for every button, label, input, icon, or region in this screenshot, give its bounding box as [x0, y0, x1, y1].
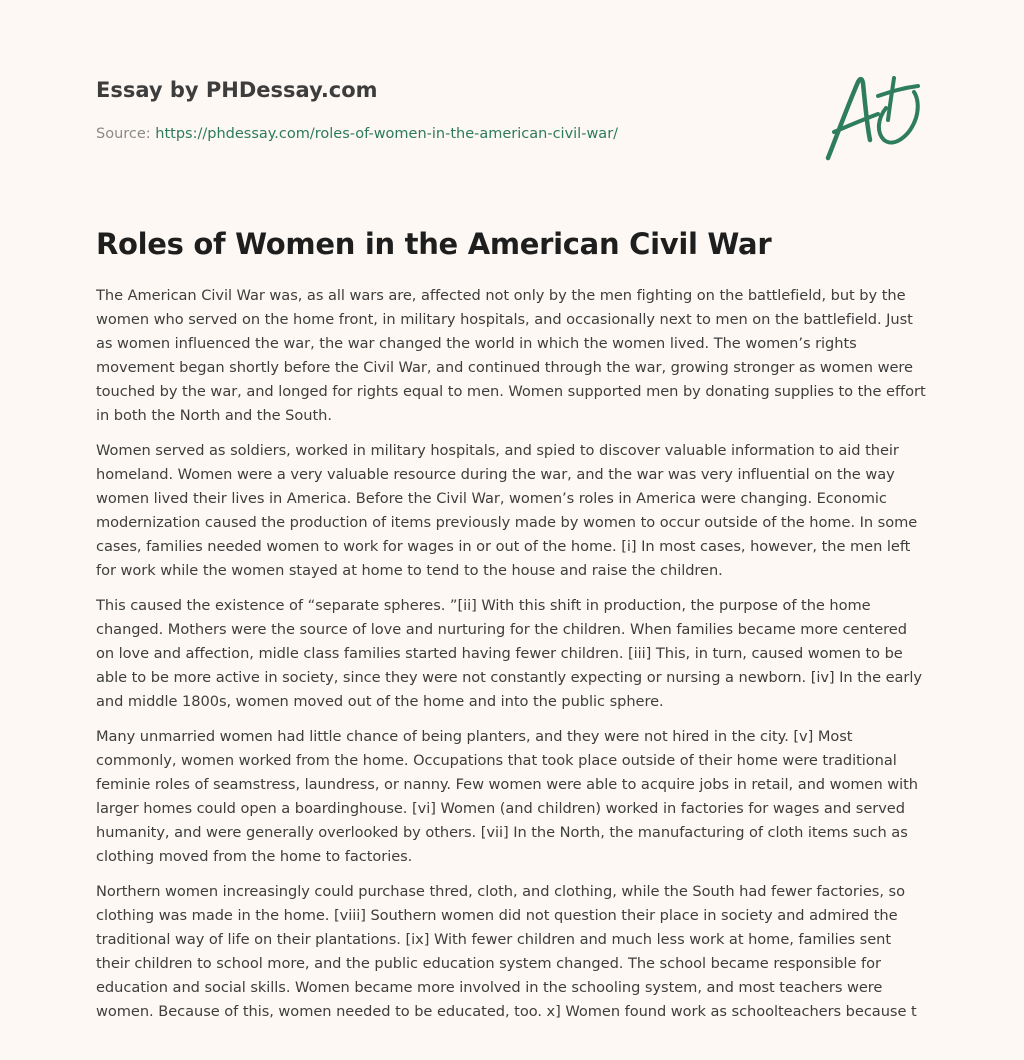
essay-paragraph: This caused the existence of “separate spheres. ”[ii] With this shift in production, the purpose of the home changed. Mothers were the source of love and nurturing for the children. When families became more centered on love and affection, midle class families started having fewer children. [iii] This, in turn, caused women to be able to be more active in society, since they were not constantly expecting or nursing a newborn. [iv] In the early and middle 1800s, women moved out of the home and into the public sphere.: [96, 597, 922, 710]
essay-title: Roles of Women in the American Civil War: [96, 227, 772, 261]
essay-header: [96, 76, 796, 144]
source-label: Source:: [96, 126, 151, 142]
source-link[interactable]: https://phdessay.com/roles-of-women-in-the-american-civil-war/: [155, 126, 619, 142]
essay-paragraph: Many unmarried women had little chance of being planters, and they were not hired in the city. [v] Most commonly, women worked from the home. Occupations that took place outside of their home were traditional feminie roles of seamstress, laundress, or nanny. Few women were able to acquire jobs in retail, and women with larger homes could open a boardinghouse. [vi] Women (and children) worked in factories for wages and served humanity, and were generally overlooked by others. [vii] In the North, the manufacturing of cloth items such as clothing moved from the home to factories.: [96, 728, 919, 865]
essay-paragraph: Women served as soldiers, worked in military hospitals, and spied to discover valuable information to aid their homeland. Women were a very valuable resource during the war, and the war was very influential on the way women lived their lives in America. Before the Civil War, women’s roles in America were changing. Economic modernization caused the production of items previously made by women to occur outside of the home. In some cases, families needed women to work for wages in or out of the home. [i] In most cases, however, the men left for work while the women stayed at home to tend to the house and raise the children.: [96, 442, 918, 579]
essay-paragraph: The American Civil War was, as all wars are, affected not only by the men fighting on the battlefield, but by the women who served on the home front, in military hospitals, and occasionally next to men on the battlefield. Just as women influenced the war, the war changed the world in which the women lived. The women’s rights movement began shortly before the Civil War, and continued through the war, growing stronger as women were touched by the war, and longed for rights equal to men. Women supported men by donating supplies to the effort in both the North and the South.: [96, 287, 926, 424]
essay-body: [96, 284, 928, 1035]
essay-paragraph: Northern women increasingly could purchase thred, cloth, and clothing, while the South had fewer factories, so clothing was made in the home. [viii] Southern women did not question their place in society and admired the traditional way of life on their plantations. [ix] With fewer children and much less work at home, families sent their children to school more, and the public education system changed. The school became responsible for education and social skills. Women became more involved in the schooling system, and most teachers were women. Because of this, women needed to be educated, too. x] Women found work as schoolteachers because t: [96, 883, 917, 1020]
source-line: [96, 124, 796, 144]
a-plus-grade-icon: [820, 68, 930, 164]
site-brand: Essay by PHDessay.com: [96, 78, 378, 102]
